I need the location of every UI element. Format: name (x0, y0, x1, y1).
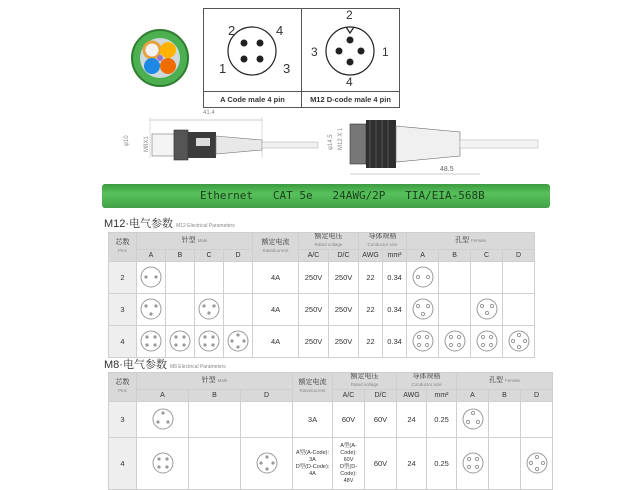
m8-row4-ac: A型(A-Code): 60V D型(D-Code): 48V (333, 438, 365, 490)
a-code-connector-box (203, 8, 302, 108)
m12-row-awg: 22 (359, 262, 383, 294)
m12-h-pins: 芯数 Pins (109, 233, 137, 262)
m12-sub-dc: D/C (329, 250, 359, 262)
m12-row-mm2: 0.34 (383, 294, 407, 326)
pin-diagram-icon (168, 329, 192, 353)
m8-diameter-dim: φ10 (124, 135, 130, 146)
d-pin-4-label: 4 (346, 75, 353, 89)
m8-male-code-d: D (241, 390, 293, 402)
m12-row-ac: 250V (299, 294, 329, 326)
m12-row-awg: 22 (359, 326, 383, 358)
pin-diagram-icon (507, 329, 531, 353)
d-code-connector-box (301, 8, 400, 108)
m12-row-pins: 2 (109, 262, 137, 294)
pin-diagram-icon (411, 329, 435, 353)
m12-section-title: M12·电气参数 M12 Electrical Parameters (104, 218, 235, 230)
m12-female-code-d: D (503, 250, 535, 262)
m12-row-pins: 4 (109, 326, 137, 358)
m12-sub-mm2: mm² (383, 250, 407, 262)
m12-female-code-a: A (407, 250, 439, 262)
pin-diagram-icon (524, 450, 550, 476)
m8-row-pins: 4 (109, 438, 137, 490)
m12-h-current: 额定电流 Ratedcurrent (253, 233, 299, 262)
m12-row-ac: 250V (299, 326, 329, 358)
m12-row-mm2: 0.34 (383, 326, 407, 358)
m8-h-voltage: 额定电压 Rated voltage (333, 373, 397, 390)
m12-row-current: 4A (253, 262, 299, 294)
d-code-caption: M12 D-code male 4 pin (302, 91, 399, 108)
m8-sub-ac: A/C (333, 390, 365, 402)
m8-h-male: 针型 Male (137, 373, 293, 390)
table-row (109, 262, 535, 294)
m12-sub-ac: A/C (299, 250, 329, 262)
m8-row-ac: 60V (333, 402, 365, 438)
m8-h-conductor: 导体规格 Conductor size (397, 373, 457, 390)
m12-male-code-c: C (195, 250, 224, 262)
table-row (109, 438, 553, 490)
pin-diagram-icon (411, 265, 435, 289)
m12-male-code-b: B (166, 250, 195, 262)
m8-female-code-d: D (521, 390, 553, 402)
m8-male-code-b: B (189, 390, 241, 402)
m12-row-dc: 250V (329, 262, 359, 294)
m12-h-female: 孔型 Female (407, 233, 535, 250)
m8-thread-dim: M8X1 (144, 136, 150, 152)
m8-male-code-a: A (137, 390, 189, 402)
m12-row-pins: 3 (109, 294, 137, 326)
d-pin-3-label: 3 (311, 45, 318, 59)
m12-male-code-a: A (137, 250, 166, 262)
m8-row-pins: 3 (109, 402, 137, 438)
m8-row-mm2: 0.25 (427, 438, 457, 490)
pin-diagram-icon (150, 406, 176, 432)
pin-diagram-icon (139, 297, 163, 321)
pin-diagram-icon (197, 329, 221, 353)
pin-diagram-icon (443, 329, 467, 353)
m12-spec-table (108, 232, 535, 358)
m12-thread-dim: M12 X 1 (338, 127, 344, 150)
m8-sub-mm2: mm² (427, 390, 457, 402)
a-pin-1-label: 1 (219, 61, 227, 76)
m8-sub-awg: AWG (397, 390, 427, 402)
pin-diagram-icon (139, 265, 163, 289)
a-code-pin-face (204, 9, 301, 89)
m12-female-code-b: B (439, 250, 471, 262)
m12-h-voltage: 额定电压 Rated voltage (299, 233, 359, 250)
m8-row-current: 3A (293, 402, 333, 438)
pin-diagram-icon (197, 297, 221, 321)
m8-row-awg: 24 (397, 402, 427, 438)
m8-female-code-b: B (489, 390, 521, 402)
m12-h-male: 针型 Male (137, 233, 253, 250)
cable-cross-section (128, 26, 192, 90)
table-row (109, 294, 535, 326)
pin-diagram-icon (460, 406, 486, 432)
m8-row-dc: 60V (365, 402, 397, 438)
m12-diameter-dim: φ14.5 (328, 134, 334, 150)
m8-row-awg: 24 (397, 438, 427, 490)
m8-female-code-a: A (457, 390, 489, 402)
pin-diagram-icon (411, 297, 435, 321)
m12-length-dim: 48.5 (440, 166, 454, 173)
pin-diagram-icon (150, 450, 176, 476)
a-pin-2-label: 2 (228, 23, 236, 38)
d-pin-1-label: 1 (382, 45, 389, 59)
table-row (109, 326, 535, 358)
m12-row-awg: 22 (359, 294, 383, 326)
a-pin-3-label: 3 (283, 61, 291, 76)
m12-male-code-d: D (224, 250, 253, 262)
m8-sub-dc: D/C (365, 390, 397, 402)
pin-diagram-icon (475, 329, 499, 353)
m8-row-mm2: 0.25 (427, 402, 457, 438)
m8-h-female: 孔型 Female (457, 373, 553, 390)
m12-sub-awg: AWG (359, 250, 383, 262)
pin-diagram-icon (226, 329, 250, 353)
m12-h-conductor: 导体规格 Conductor size (359, 233, 407, 250)
m8-row-dc: 60V (365, 438, 397, 490)
m8-row4-current: A型(A-Code): 3A D型(D-Code): 4A (293, 438, 333, 490)
m8-spec-table (108, 372, 553, 490)
m12-row-dc: 250V (329, 326, 359, 358)
pin-diagram-icon (139, 329, 163, 353)
pin-diagram-icon (475, 297, 499, 321)
cable-print-text: Ethernet CAT 5e 24AWG/2P TIA/EIA-568B (200, 189, 485, 202)
m8-length-dim: 41.4 (203, 110, 215, 116)
table-row (109, 402, 553, 438)
m8-h-pins: 芯数 Pins (109, 373, 137, 402)
pin-diagram-icon (254, 450, 280, 476)
m8-section-title: M8·电气参数 M8 Electrical Parameters (104, 359, 226, 371)
m8-h-current: 额定电流 Ratedcurrent (293, 373, 333, 402)
a-pin-4-label: 4 (276, 23, 284, 38)
a-code-caption: A Code male 4 pin (204, 91, 301, 108)
m12-row-ac: 250V (299, 262, 329, 294)
m12-female-code-c: C (471, 250, 503, 262)
pin-diagram-icon (460, 450, 486, 476)
m8-side-drawing (120, 108, 320, 170)
m12-row-mm2: 0.34 (383, 262, 407, 294)
m12-row-current: 4A (253, 294, 299, 326)
m12-row-current: 4A (253, 326, 299, 358)
d-pin-2-label: 2 (346, 8, 353, 22)
m12-row-dc: 250V (329, 294, 359, 326)
